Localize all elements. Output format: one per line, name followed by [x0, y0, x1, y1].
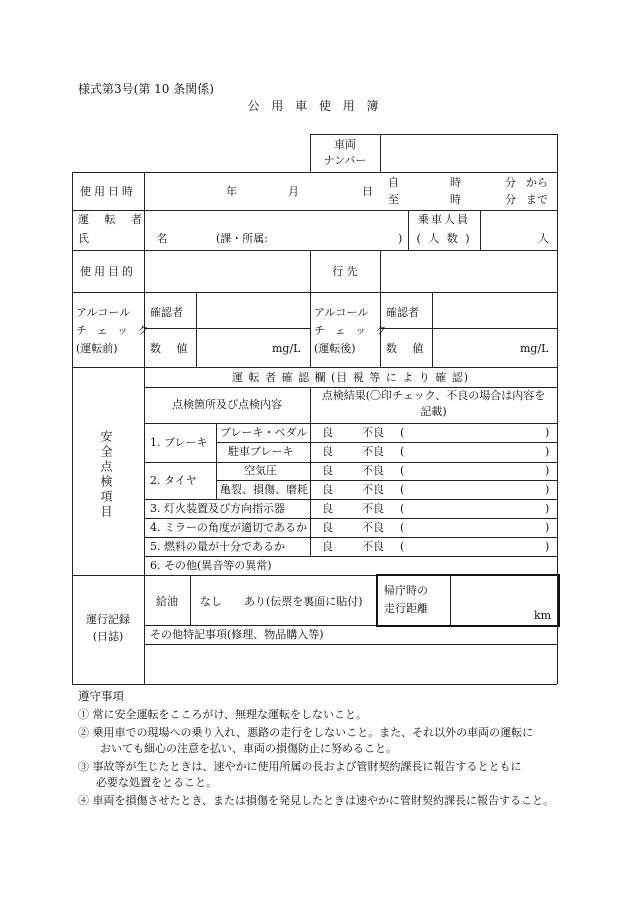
fuel-level-label: 5. 燃料の量が十分であるか: [150, 540, 285, 553]
unit-after-label: mg/L: [520, 342, 549, 355]
from-label: 自: [388, 176, 399, 189]
safety-header: 運 転 者 確 認 欄 (目 視 等 に よ り 確 認): [231, 371, 470, 384]
from-hour-label: 時: [450, 176, 461, 189]
form-number: 様式第3号(第 10 条関係): [78, 82, 214, 96]
alcohol-after-label: アルコール: [314, 306, 369, 319]
rule-2-cont: おいても細心の注意を払い、車両の損傷防止に努めること。: [100, 742, 397, 755]
return-distance-label: 帰庁時の: [384, 584, 428, 597]
tire-label: 2. タイヤ: [150, 474, 197, 487]
dept-close: ): [398, 232, 403, 245]
alcohol-after-label-2: チ ェ ッ ク: [314, 324, 390, 337]
passengers-label: 乗車人員: [418, 213, 470, 226]
purpose-label: 使用目的: [80, 265, 136, 278]
rule-3: ③ 事故等が生じたときは、速やかに使用所属の長および管財契約課長に報告するとともに: [78, 760, 522, 773]
day-label: 日: [362, 185, 373, 198]
fuel-none-label: なし: [200, 595, 222, 608]
rule-3-cont: 必要な処置をとること。: [96, 776, 217, 789]
month-label: 月: [288, 185, 299, 198]
parking-brake-label: 駐車ブレーキ: [228, 445, 294, 458]
tire-damage-label: 亀裂、損傷、磨耗: [220, 483, 308, 496]
rule-2: ② 乗用車での現場への乗り入れ、悪路の走行をしないこと。また、それ以外の車両の運転に: [78, 726, 534, 739]
unit-before-label: mg/L: [272, 342, 301, 355]
confirmer-after-label: 確認者: [386, 306, 419, 319]
to-minute-label: 分: [505, 193, 516, 206]
alcohol-before-label-3: (運転前): [76, 342, 118, 355]
driver-name-label: 氏 名: [78, 232, 200, 245]
alcohol-before-label-2: チ ェ ッ ク: [76, 324, 152, 337]
rules-title: 遵守事項: [78, 689, 124, 703]
to-label: 至: [388, 193, 399, 206]
year-label: 年: [226, 185, 237, 198]
passengers-unit: 人: [538, 232, 549, 245]
km-unit: km: [534, 609, 552, 622]
log-label: 運行記録: [86, 613, 130, 626]
fuel-refill-label: 給油: [156, 595, 178, 608]
page-title: 公 用 車 使 用 簿: [247, 99, 383, 113]
mirror-label: 4. ミラーの角度が適切であるか: [150, 521, 307, 534]
vehicle-label: 車両: [334, 138, 356, 151]
alcohol-after-label-3: (運転後): [314, 342, 356, 355]
col-result-header-2: 記載): [420, 405, 447, 418]
from-minute-label: 分: [505, 176, 516, 189]
from-suffix: から: [526, 176, 548, 189]
value-before-label: 数 値: [150, 342, 194, 355]
rule-4: ④ 車両を損傷させたとき、または損傷を発見したときは速やかに管財契約課長に報告すること。: [78, 794, 555, 807]
log-label-2: (日誌): [92, 630, 124, 643]
brake-label: 1. ブレーキ: [150, 436, 208, 449]
passengers-label-2: ( 人 数 ): [416, 232, 472, 245]
air-pressure-label: 空気圧: [244, 464, 277, 477]
rule-1: ① 常に安全運転をこころがけ、無理な運転をしないこと。: [78, 708, 368, 721]
to-suffix: まで: [526, 193, 548, 206]
value-after-label: 数 値: [386, 342, 430, 355]
fuel-receipt-label: あり(伝票を裏面に貼付): [244, 595, 363, 608]
lights-label: 3. 灯火装置及び方向指示器: [150, 502, 285, 515]
to-hour-label: 時: [450, 193, 461, 206]
alcohol-before-label: アルコール: [76, 306, 131, 319]
return-distance-label-2: 走行距離: [384, 602, 428, 615]
other-label: 6. その他(異音等の異常): [150, 559, 272, 572]
col-result-header: 点検結果(〇印チェック、不良の場合は内容を: [321, 389, 546, 402]
dept-label: (課・所属:: [216, 232, 268, 245]
usage-datetime-label: 使用日時: [80, 185, 136, 198]
brake-pedal-label: ブレーキ・ペダル: [220, 426, 308, 439]
driver-label: 運 転 者: [78, 213, 148, 226]
notes-label: その他特記事項(修理、物品購入等): [150, 628, 324, 641]
destination-label: 行 先: [332, 265, 358, 278]
safety-section-label: 安全点検項目: [99, 430, 113, 520]
col-item-header: 点検箇所及び点検内容: [172, 398, 282, 411]
vehicle-label-2: ナンバー: [323, 154, 367, 167]
confirmer-before-label: 確認者: [150, 306, 183, 319]
